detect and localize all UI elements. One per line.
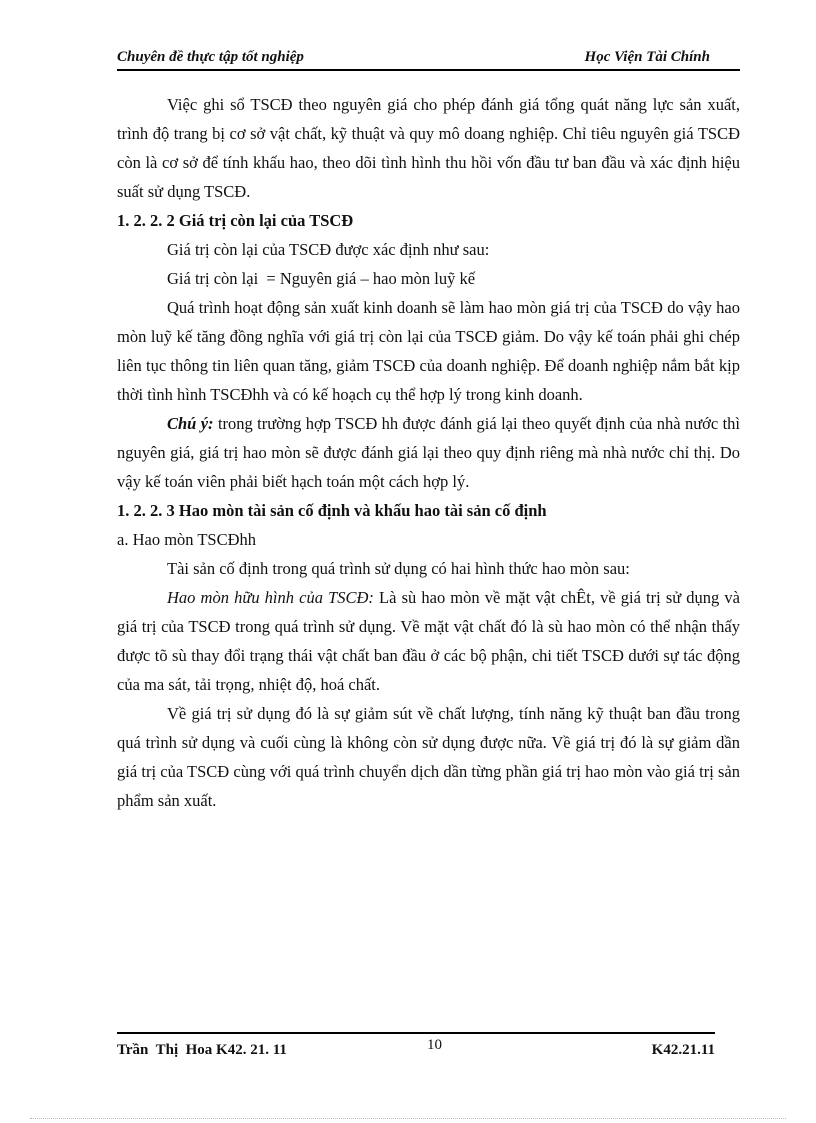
paragraph: Về giá trị sử dụng đó là sự giảm sút về chất lượng, tính năng kỹ thuật ban đầu trong quá trình sử dụng và cuối cùng là không còn sử dụng được nữa. Về giá trị đó là sự giảm dần giá trị của TSCĐ cùng với quá trình chuyển dịch dần từng phần giá trị hao mòn vào giá trị sản phẩm sản xuất. [117, 704, 740, 810]
section-heading: 1. 2. 2. 3 Hao mòn tài sản cố định và khấu hao tài sản cố định [117, 501, 547, 520]
footer-code: K42.21.11 [651, 1042, 715, 1058]
paragraph: Giá trị còn lại của TSCĐ được xác định như sau: [167, 240, 490, 259]
paragraph: Tài sản cố định trong quá trình sử dụng có hai hình thức hao mòn sau: [167, 559, 630, 578]
section-heading: 1. 2. 2. 2 Giá trị còn lại của TSCĐ [117, 211, 354, 230]
document-body [117, 90, 740, 815]
note-text: trong trường hợp TSCĐ hh được đánh giá lại theo quyết định của nhà nước thì nguyên giá, giá trị hao mòn sẽ được đánh giá lại theo quy định riêng mà nhà nước chỉ thị. Do vậy kế toán viên phải biết hạch toán một cách hợp lý. [117, 414, 740, 491]
page-footer [117, 1032, 715, 1064]
page-number: 10 [427, 1037, 442, 1053]
formula-line: Giá trị còn lại = Nguyên giá – hao mòn luỹ kế [167, 269, 476, 288]
footer-author: Trần Thị Hoa K42. 21. 11 [117, 1042, 287, 1058]
header-title-right: Học Viện Tài Chính [584, 49, 710, 65]
page-header [117, 49, 740, 71]
paragraph: Quá trình hoạt động sản xuất kinh doanh sẽ làm hao mòn giá trị của TSCĐ do vậy hao mòn luỹ kế tăng đồng nghĩa với giá trị còn lại của TSCĐ giảm. Do vậy kế toán phải ghi chép liên tục thông tin liên quan tăng, giảm TSCĐ của doanh nghiệp. Để doanh nghiệp nắm bắt kịp thời tình hình TSCĐhh và có kế hoạch cụ thể hợp lý trong kinh doanh. [117, 298, 740, 404]
subsection-heading: a. Hao mòn TSCĐhh [117, 530, 257, 549]
note-label: Chú ý: [167, 414, 214, 433]
paragraph-note [117, 409, 740, 496]
paragraph-definition [117, 583, 740, 699]
header-title-left: Chuyên đề thực tập tốt nghiệp [117, 49, 304, 65]
paragraph: Việc ghi sổ TSCĐ theo nguyên giá cho phép đánh giá tổng quát năng lực sản xuất, trình độ trang bị cơ sở vật chất, kỹ thuật và quy mô doang nghiệp. Chỉ tiêu nguyên giá TSCĐ còn là cơ sở để tính khấu hao, theo dõi tình hình thu hồi vốn đầu tư ban đầu và xác định hiệu suất sử dụng TSCĐ. [117, 95, 740, 201]
definition-text: Là sù hao mòn về mặt vật chÊt, về giá trị sử dụng và giá trị của TSCĐ trong quá trình sử dụng. Về mặt vật chất đó là sù hao mòn có thể nhận thấy được tõ sù thay đổi trạng thái vật chất ban đầu ở các bộ phận, chi tiết TSCĐ dưới sự tác động của ma sát, tải trọng, nhiệt độ, hoá chất. [117, 588, 740, 694]
definition-label: Hao mòn hữu hình của TSCĐ: [167, 588, 374, 607]
page-edge-divider [30, 1118, 786, 1119]
